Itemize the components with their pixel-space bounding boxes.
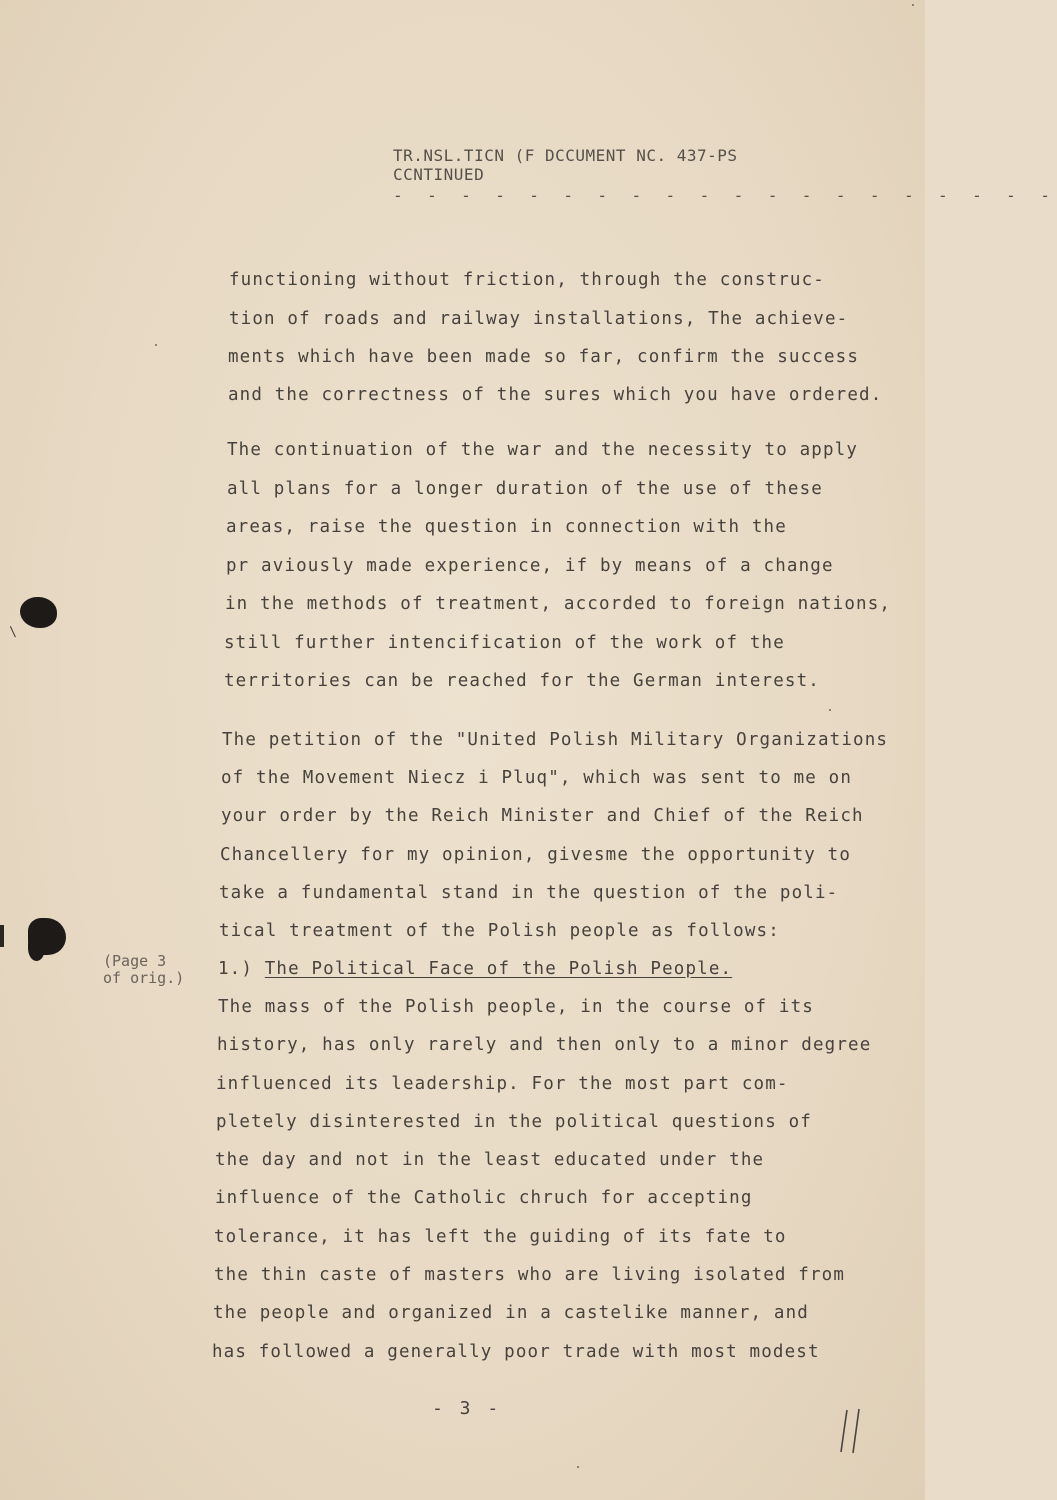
body-line: history, has only rarely and then only to a minor degree — [217, 1035, 872, 1055]
body-line: the thin caste of masters who are living isolated from — [214, 1265, 846, 1285]
body-line: and the correctness of the sures which you have ordered. — [228, 385, 883, 405]
punch-hole-bottom-tail — [28, 935, 45, 961]
body-line: territories can be reached for the German interest. — [224, 671, 820, 691]
margin-note-line-2: of orig.) — [103, 969, 185, 987]
body-line: still further intencification of the work of the — [224, 633, 785, 653]
body-line: The petition of the "United Polish Military Organizations — [222, 730, 889, 750]
header-continued: CCNTINUED — [393, 165, 485, 184]
punch-hole-tick — [10, 623, 23, 638]
paper-speck — [155, 344, 157, 346]
margin-note — [103, 953, 184, 987]
body-line: the day and not in the least educated under the — [215, 1150, 765, 1170]
body-line: tion of roads and railway installations, The achieve- — [229, 309, 849, 329]
body-line: of the Movement Niecz i Pluq", which was sent to me on — [221, 768, 853, 788]
body-line: your order by the Reich Minister and Chief of the Reich — [221, 806, 864, 826]
body-line: functioning without friction, through the construc- — [229, 270, 825, 290]
body-line: the people and organized in a castelike manner, and — [213, 1303, 809, 1323]
body-line: pr aviously made experience, if by means of a change — [226, 556, 834, 576]
margin-note-line-1: (Page 3 — [103, 952, 167, 970]
paper-speck — [829, 709, 831, 711]
paper-speck — [577, 1466, 579, 1468]
body-line: pletely disinterested in the political questions of — [216, 1112, 812, 1132]
body-line: areas, raise the question in connection with the — [226, 517, 787, 537]
paper-speck — [912, 4, 914, 6]
body-line: in the methods of treatment, accorded to foreign nations, — [225, 594, 892, 614]
header-dashed-rule: - - - - - - - - - - - - - - - - - - - - — [393, 186, 1057, 205]
body-line: The continuation of the war and the necessity to apply — [227, 440, 859, 460]
body-line — [218, 959, 732, 979]
body-line: ments which have been made so far, confirm the success — [228, 347, 860, 367]
handwritten-mark — [838, 1408, 864, 1454]
body-line: The mass of the Polish people, in the course of its — [218, 997, 814, 1017]
section-heading: The Political Face of the Polish People. — [264, 959, 733, 979]
document-header — [393, 146, 738, 184]
header-title: TR.NSL.TICN (F DCCUMENT NC. 437-PS — [393, 146, 738, 165]
page-number: - 3 - — [432, 1398, 502, 1419]
body-line: tical treatment of the Polish people as follows: — [219, 921, 780, 941]
punch-hole-top — [20, 597, 57, 628]
body-line: tolerance, it has left the guiding of its fate to — [214, 1227, 787, 1247]
edge-mark — [0, 925, 4, 947]
body-line: influence of the Catholic chruch for accepting — [215, 1188, 753, 1208]
body-line: take a fundamental stand in the question of the poli- — [219, 883, 839, 903]
heading-number: 1.) — [218, 959, 265, 979]
body-line: influenced its leadership. For the most part com- — [216, 1074, 789, 1094]
body-line: has followed a generally poor trade with most modest — [212, 1342, 820, 1362]
body-line: all plans for a longer duration of the use of these — [227, 479, 823, 499]
body-line: Chancellery for my opinion, givesme the opportunity to — [220, 845, 852, 865]
